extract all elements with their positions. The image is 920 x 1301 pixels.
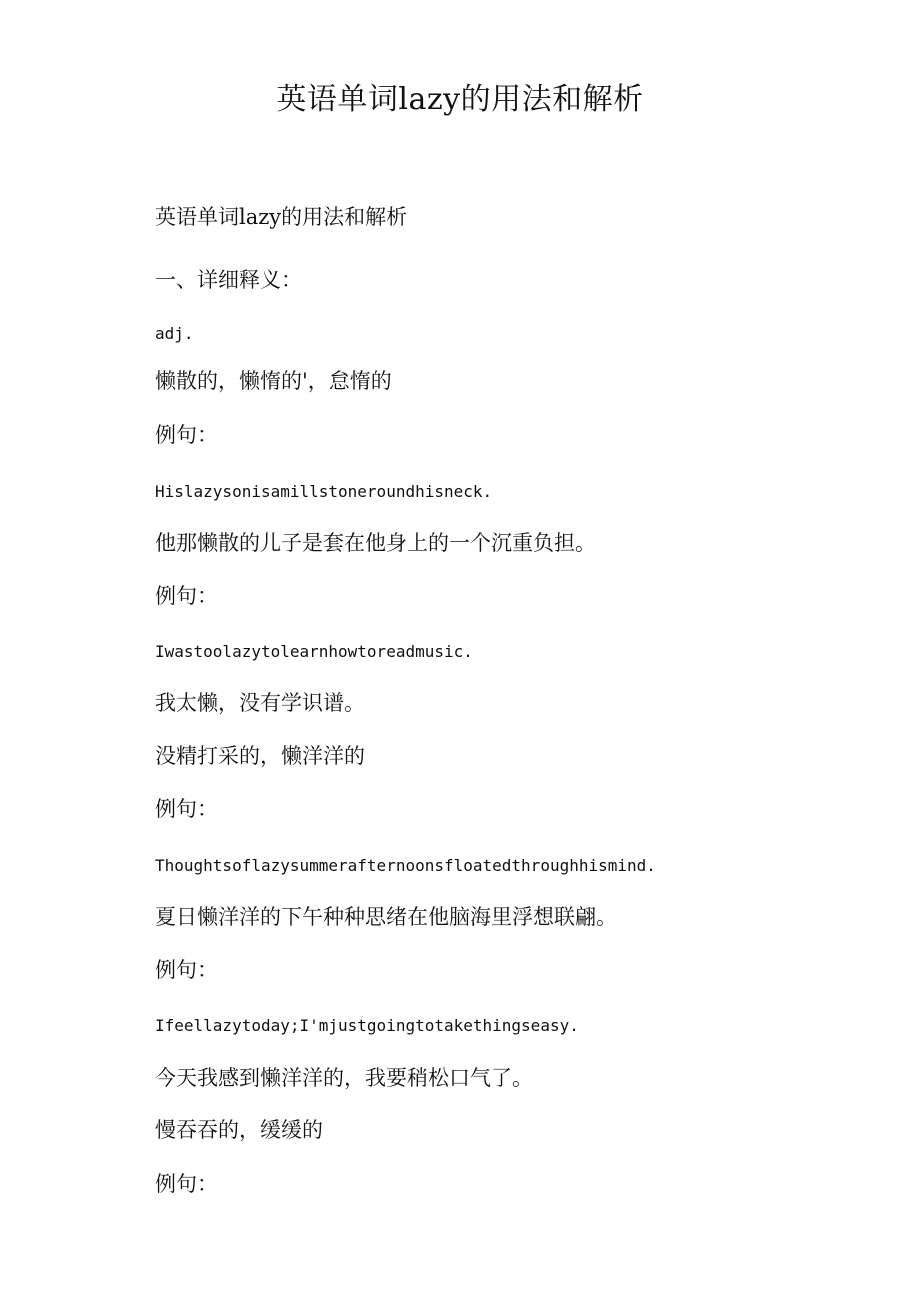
example-translation: 夏日懒洋洋的下午种种思绪在他脑海里浮想联翩。: [155, 905, 617, 929]
example-english: Hislazysonisamillstoneroundhisneck.: [155, 482, 493, 501]
example-translation: 他那懒散的儿子是套在他身上的一个沉重负担。: [155, 531, 596, 555]
section-heading: 一、详细释义：: [155, 268, 302, 292]
definition-line: 懒散的，懒惰的'，怠惰的: [155, 369, 392, 393]
definition-line: 慢吞吞的，缓缓的: [155, 1118, 323, 1142]
document-title: 英语单词lazy的用法和解析: [276, 82, 644, 117]
example-english: Iwastoolazytolearnhowtoreadmusic.: [155, 642, 473, 661]
subtitle-line: 英语单词lazy的用法和解析: [155, 205, 408, 229]
example-label: 例句：: [155, 584, 218, 608]
example-label: 例句：: [155, 797, 218, 821]
definition-line: 没精打采的，懒洋洋的: [155, 744, 365, 768]
example-translation: 我太懒，没有学识谱。: [155, 691, 365, 715]
example-label: 例句：: [155, 423, 218, 447]
part-of-speech: adj.: [155, 324, 194, 343]
example-english: Thoughtsoflazysummerafternoonsfloatedthroughhismind.: [155, 856, 656, 875]
example-label: 例句：: [155, 958, 218, 982]
example-translation: 今天我感到懒洋洋的，我要稍松口气了。: [155, 1066, 533, 1090]
example-label: 例句：: [155, 1172, 218, 1196]
example-english: Ifeellazytoday;I'mjustgoingtotakethingseasy.: [155, 1016, 579, 1035]
